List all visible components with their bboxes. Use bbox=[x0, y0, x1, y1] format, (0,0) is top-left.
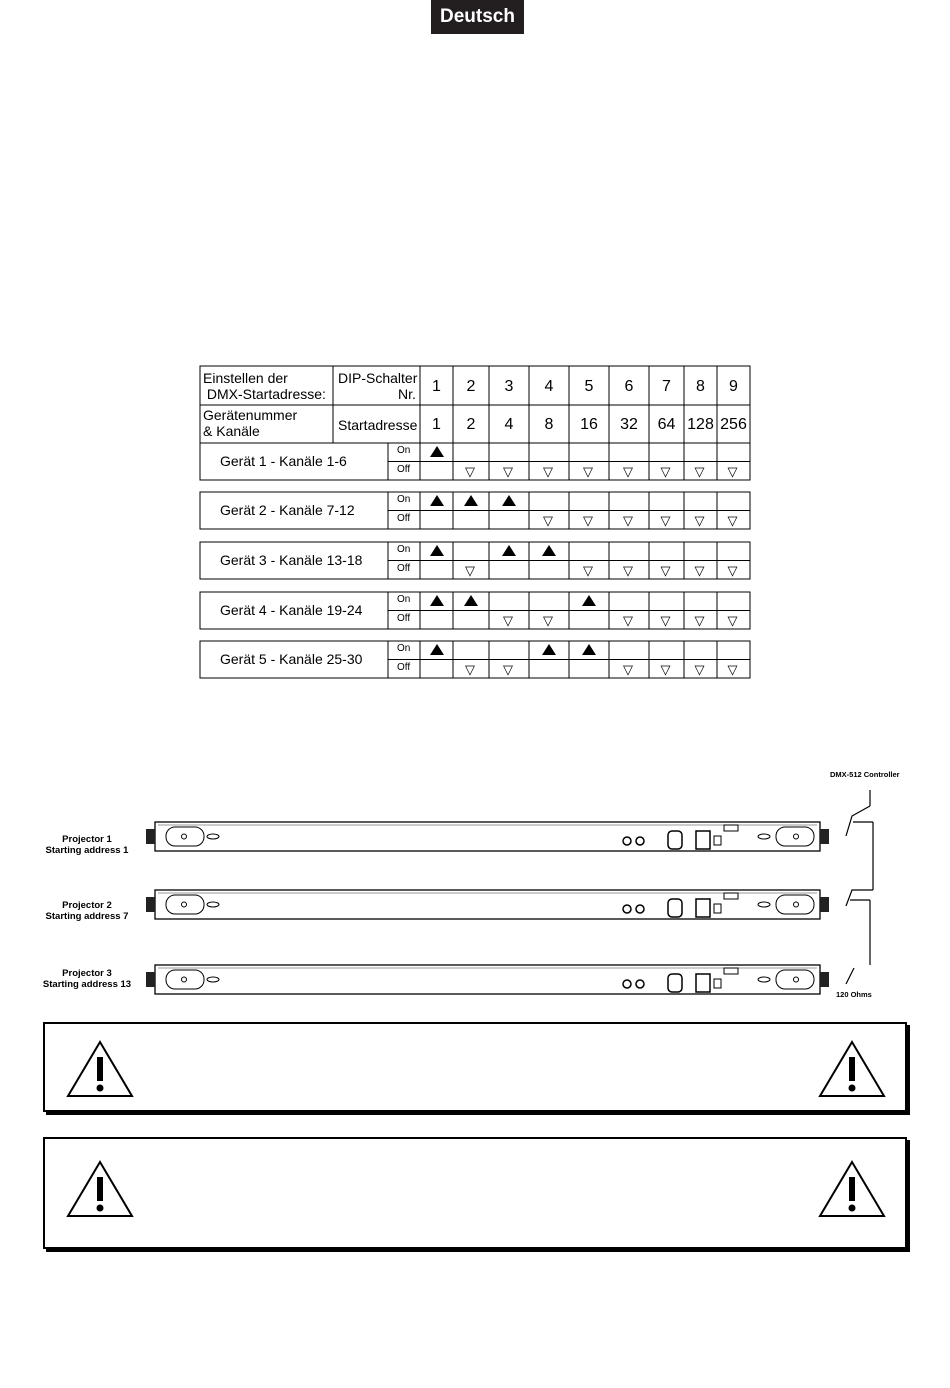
switch-off-marker: ▽ bbox=[660, 512, 671, 528]
on-label: On bbox=[397, 494, 411, 505]
projector-2-bar bbox=[146, 890, 829, 919]
switch-off-marker: ▽ bbox=[660, 612, 671, 628]
warning-triangle-icon bbox=[65, 1039, 135, 1099]
on-label: On bbox=[397, 544, 411, 555]
switch-number-5: 5 bbox=[584, 378, 594, 395]
switch-number-7: 7 bbox=[662, 378, 671, 395]
switch-off-marker: ▽ bbox=[623, 512, 633, 528]
header-dip-label-line2: Nr. bbox=[398, 386, 416, 402]
switch-off-marker: ▽ bbox=[583, 463, 593, 479]
switch-on-marker bbox=[430, 446, 444, 457]
switch-off-marker: ▽ bbox=[727, 661, 738, 677]
header-setting-label-line2: DMX-Startadresse: bbox=[203, 386, 326, 402]
off-label: Off bbox=[397, 463, 411, 475]
warning-box-1 bbox=[43, 1022, 907, 1112]
switch-off-marker: ▽ bbox=[694, 612, 705, 628]
start-value-9: 256 bbox=[720, 416, 747, 433]
on-label: On bbox=[397, 594, 411, 605]
terminator-label: 120 Ohms bbox=[836, 990, 872, 999]
start-value-7: 64 bbox=[657, 416, 676, 433]
switch-off-marker: ▽ bbox=[465, 661, 475, 677]
switch-on-marker bbox=[430, 545, 444, 556]
switch-off-marker: ▽ bbox=[727, 512, 738, 528]
projector-bars-drawing bbox=[0, 760, 950, 1010]
switch-on-marker bbox=[464, 495, 478, 506]
off-label: Off bbox=[397, 562, 411, 574]
device-row-label-5: Gerät 5 - Kanäle 25-30 bbox=[220, 650, 363, 667]
switch-number-3: 3 bbox=[504, 378, 514, 395]
switch-on-marker bbox=[430, 595, 444, 606]
warning-triangle-icon bbox=[817, 1159, 887, 1219]
switch-off-marker: ▽ bbox=[583, 512, 593, 528]
switch-on-marker bbox=[430, 644, 444, 655]
header-setting-label-line1: Einstellen der bbox=[203, 370, 288, 386]
switch-off-marker: ▽ bbox=[623, 463, 633, 479]
start-value-5: 16 bbox=[580, 416, 598, 433]
projector-3-address: Starting address 13 bbox=[42, 979, 132, 990]
switch-number-1: 1 bbox=[432, 378, 441, 395]
projector-1-bar bbox=[146, 822, 829, 851]
switch-off-marker: ▽ bbox=[583, 562, 593, 578]
switch-off-marker: ▽ bbox=[623, 661, 633, 677]
switch-number-9: 9 bbox=[729, 378, 738, 395]
switch-off-marker: ▽ bbox=[543, 512, 553, 528]
start-value-1: 1 bbox=[432, 416, 441, 433]
switch-on-marker bbox=[542, 644, 556, 655]
switch-on-marker bbox=[582, 595, 596, 606]
switch-off-marker: ▽ bbox=[727, 612, 738, 628]
switch-off-marker: ▽ bbox=[694, 463, 705, 479]
switch-off-marker: ▽ bbox=[727, 562, 738, 578]
switch-off-marker: ▽ bbox=[465, 562, 475, 578]
warning-triangle-icon bbox=[817, 1039, 887, 1099]
switch-number-4: 4 bbox=[544, 378, 554, 395]
header-device-label-line2: & Kanäle bbox=[203, 423, 260, 439]
switch-off-marker: ▽ bbox=[503, 612, 513, 628]
off-label: Off bbox=[397, 661, 411, 673]
switch-off-marker: ▽ bbox=[660, 661, 671, 677]
start-value-3: 4 bbox=[504, 416, 514, 433]
projector-2-name: Projector 2 bbox=[62, 900, 112, 911]
start-value-6: 32 bbox=[620, 416, 638, 433]
switch-off-marker: ▽ bbox=[660, 463, 671, 479]
header-start-address-label: Startadresse bbox=[338, 417, 418, 433]
switch-off-marker: ▽ bbox=[623, 562, 633, 578]
dmx-wiring-diagram bbox=[0, 760, 950, 1010]
off-label: Off bbox=[397, 512, 411, 524]
projector-2-address: Starting address 7 bbox=[45, 911, 129, 922]
switch-number-8: 8 bbox=[696, 378, 705, 395]
switch-on-marker bbox=[582, 644, 596, 655]
on-label: On bbox=[397, 643, 411, 654]
switch-off-marker: ▽ bbox=[543, 463, 553, 479]
switch-off-marker: ▽ bbox=[465, 463, 475, 479]
switch-off-marker: ▽ bbox=[503, 661, 513, 677]
projector-1-address: Starting address 1 bbox=[45, 845, 129, 856]
projector-3-name: Projector 3 bbox=[62, 968, 112, 979]
device-row-label-4: Gerät 4 - Kanäle 19-24 bbox=[220, 601, 363, 618]
switch-off-marker: ▽ bbox=[727, 463, 738, 479]
device-row-label-1: Gerät 1 - Kanäle 1-6 bbox=[220, 452, 347, 469]
header-dip-label-line1: DIP-Schalter bbox=[338, 370, 418, 386]
controller-label: DMX-512 Controller bbox=[830, 770, 900, 779]
start-value-8: 128 bbox=[687, 416, 714, 433]
warning-box-2 bbox=[43, 1137, 907, 1249]
start-value-2: 2 bbox=[466, 416, 476, 433]
switch-off-marker: ▽ bbox=[694, 512, 705, 528]
switch-on-marker bbox=[464, 595, 478, 606]
switch-off-marker: ▽ bbox=[503, 463, 513, 479]
switch-off-marker: ▽ bbox=[543, 612, 553, 628]
language-badge: Deutsch bbox=[431, 0, 524, 34]
switch-on-marker bbox=[430, 495, 444, 506]
switch-on-marker bbox=[502, 545, 516, 556]
device-row-label-3: Gerät 3 - Kanäle 13-18 bbox=[220, 551, 363, 568]
warning-triangle-icon bbox=[65, 1159, 135, 1219]
dmx-cables bbox=[846, 790, 873, 984]
start-value-4: 8 bbox=[544, 416, 554, 433]
switch-off-marker: ▽ bbox=[694, 562, 705, 578]
projector-3-bar bbox=[146, 965, 829, 994]
switch-on-marker bbox=[502, 495, 516, 506]
on-label: On bbox=[397, 445, 411, 456]
device-row-label-2: Gerät 2 - Kanäle 7-12 bbox=[220, 501, 355, 518]
switch-off-marker: ▽ bbox=[623, 612, 633, 628]
switch-off-marker: ▽ bbox=[660, 562, 671, 578]
off-label: Off bbox=[397, 612, 411, 624]
header-device-label-line1: Gerätenummer bbox=[203, 407, 298, 423]
switch-on-marker bbox=[542, 545, 556, 556]
switch-number-2: 2 bbox=[466, 378, 476, 395]
switch-off-marker: ▽ bbox=[694, 661, 705, 677]
projector-1-name: Projector 1 bbox=[62, 834, 112, 845]
switch-number-6: 6 bbox=[624, 378, 634, 395]
